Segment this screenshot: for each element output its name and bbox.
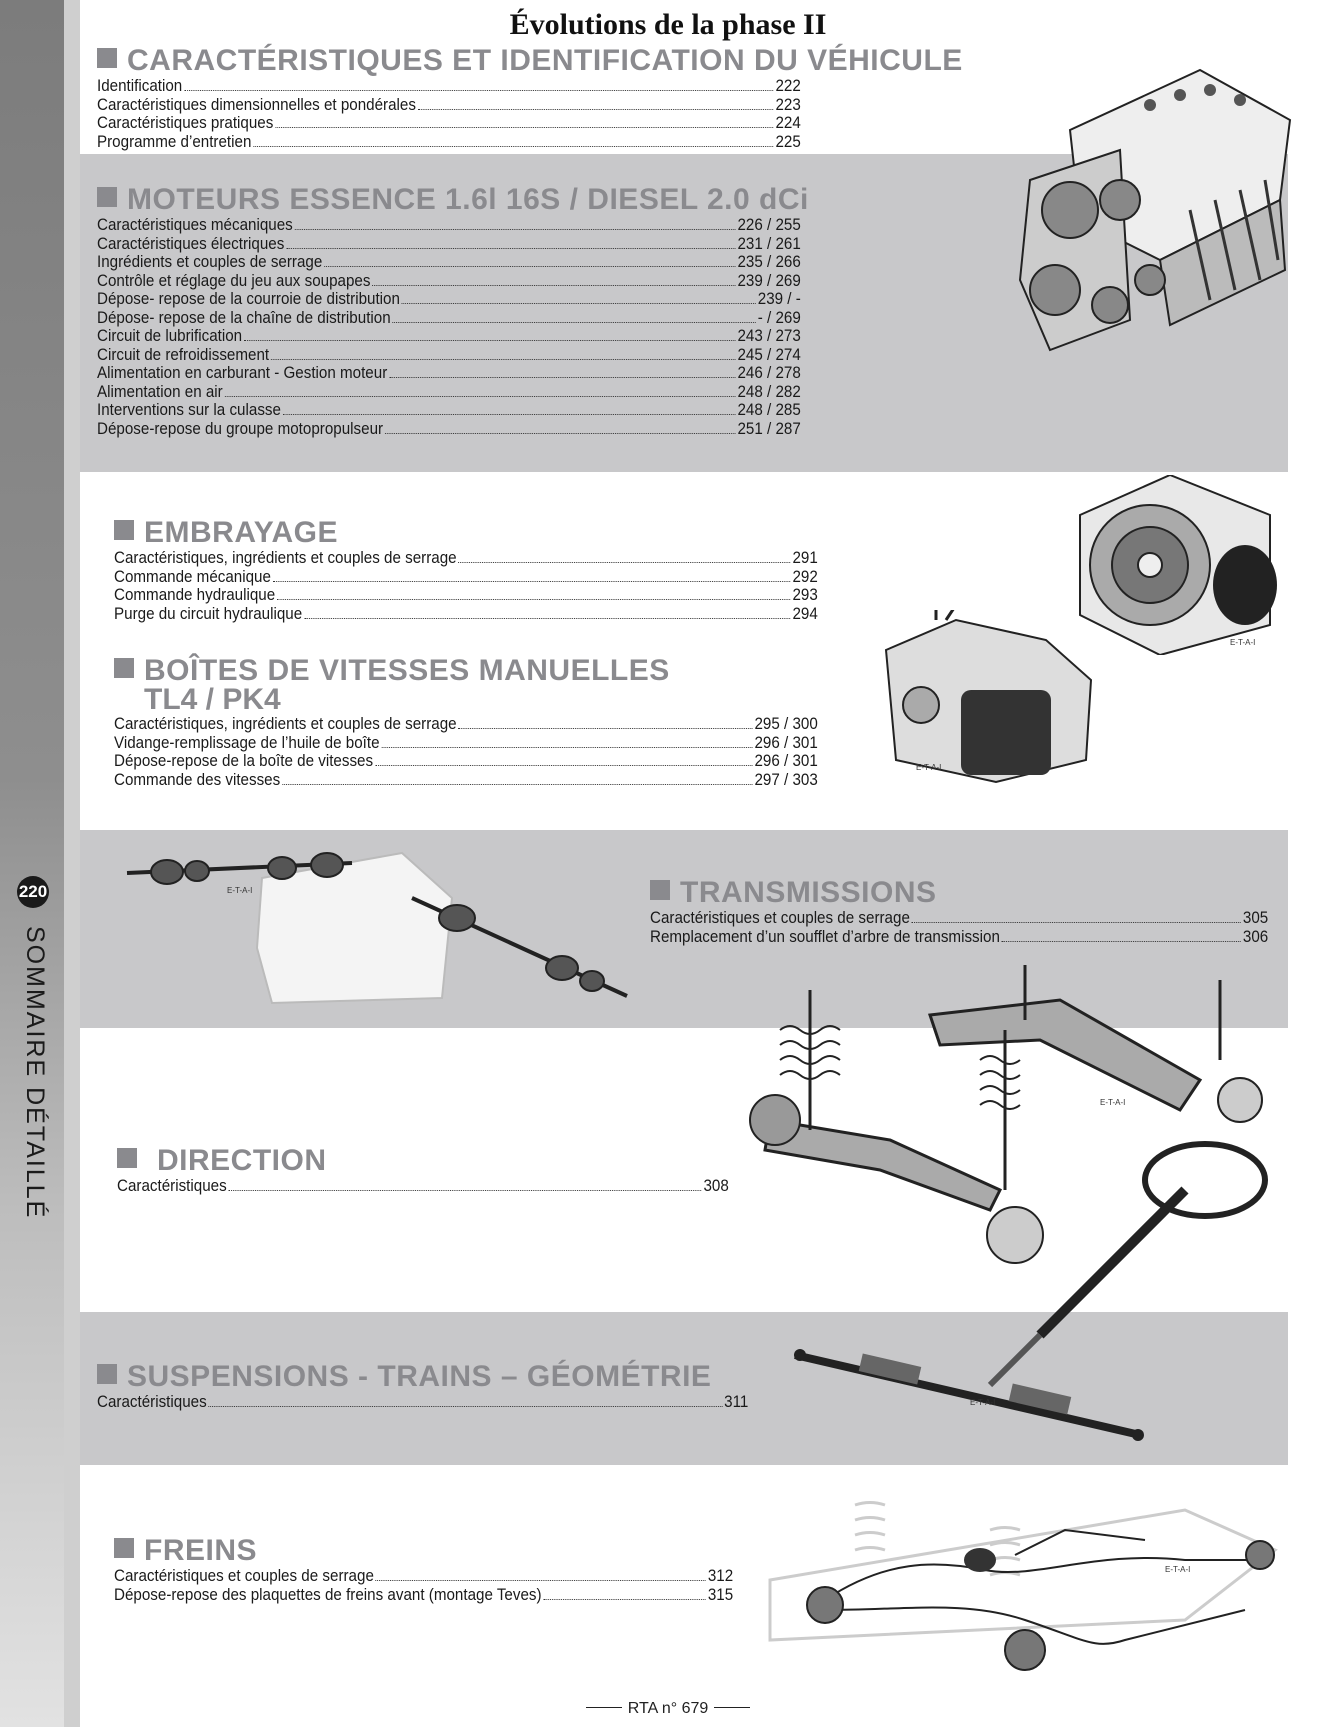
section-title: MOTEURS ESSENCE 1.6l 16S / DIESEL 2.0 dCi (97, 185, 802, 215)
section-title-line2: TL4 / PK4 (144, 683, 281, 716)
square-bullet-icon (114, 520, 134, 540)
section-transmissions (650, 878, 1268, 946)
clutch-illustration (1070, 475, 1285, 655)
page-number-badge: 220 (17, 876, 49, 908)
footer (0, 1700, 1336, 1718)
section-moteurs (97, 183, 809, 438)
section-title: CARACTÉRISTIQUES ET IDENTIFICATION DU VÉHICULE (97, 46, 802, 76)
etai-mark: E-T-A-I (1100, 1098, 1126, 1107)
toc-entry: Caractéristiques et couples de serrage 305 (650, 909, 1269, 927)
toc-entry: Programme d’entretien 225 (97, 132, 801, 151)
toc-entry: Dépose-repose des plaquettes de freins avant (montage Teves) 315 (114, 1585, 734, 1604)
square-bullet-icon (97, 1364, 117, 1384)
page-title: Évolutions de la phase II (509, 8, 827, 41)
engine-illustration (1010, 60, 1300, 360)
square-bullet-icon (650, 880, 670, 900)
toc-entry: Dépose- repose de la courroie de distribution 239 / - (97, 290, 801, 308)
etai-mark: E-T-A-I (1165, 1565, 1191, 1574)
brake-circuit-illustration (765, 1500, 1285, 1680)
etai-mark: E-T-A-I (227, 886, 253, 895)
section-identification (97, 44, 963, 151)
section-title: DIRECTION (117, 1146, 729, 1176)
toc-entry: Dépose-repose de la boîte de vitesses 296 / 301 (114, 752, 818, 770)
section-title: TRANSMISSIONS (650, 878, 1268, 908)
driveshaft-illustration (122, 838, 632, 1013)
section-title: EMBRAYAGE (114, 518, 819, 548)
section-boites (114, 656, 819, 789)
toc-entry: Purge du circuit hydraulique 294 (114, 604, 818, 623)
toc-entry: Caractéristiques 311 (97, 1393, 749, 1411)
toc-entry: Commande hydraulique 293 (114, 586, 818, 604)
toc-entry: Alimentation en carburant - Gestion moteur 246 / 278 (97, 364, 801, 382)
section-title: FREINS (114, 1536, 734, 1566)
section-direction (117, 1146, 729, 1196)
toc-entry: Remplacement d’un soufflet d’arbre de transmission 306 (650, 927, 1269, 946)
square-bullet-icon (97, 48, 117, 68)
toc-entry: Caractéristiques pratiques 224 (97, 114, 801, 132)
toc-entry: Contrôle et réglage du jeu aux soupapes 239 / 269 (97, 271, 801, 290)
etai-mark: E-T-A-I (916, 763, 942, 772)
toc-entry: Ingrédients et couples de serrage 235 / 266 (97, 253, 801, 271)
toc-entry: Circuit de lubrification 243 / 273 (97, 327, 801, 345)
toc-entry: Caractéristiques dimensionnelles et pondérales 223 (97, 95, 801, 114)
toc-entry: Vidange-remplissage de l’huile de boîte 296 / 301 (114, 733, 818, 752)
toc-entry: Caractéristiques électriques 231 / 261 (97, 234, 801, 253)
toc-entry: Caractéristiques 308 (117, 1177, 729, 1195)
margin-strip (0, 0, 64, 1727)
section-embrayage (114, 518, 819, 623)
toc-entry: Caractéristiques, ingrédients et couples de serrage 291 (114, 549, 818, 567)
etai-mark: E-T-A-I (1230, 638, 1256, 647)
square-bullet-icon (114, 1538, 134, 1558)
toc-entry: Circuit de refroidissement 245 / 274 (97, 345, 801, 364)
margin-strip-inner (64, 0, 80, 1727)
toc-entry: Dépose- repose de la chaîne de distribution - / 269 (97, 308, 801, 327)
section-freins (114, 1536, 734, 1604)
toc-entry: Caractéristiques, ingrédients et couples de serrage 295 / 300 (114, 715, 818, 733)
toc-entry: Interventions sur la culasse 248 / 285 (97, 401, 801, 419)
square-bullet-icon (114, 658, 134, 678)
footer-text: RTA n° 679 (627, 1700, 709, 1717)
toc-entry: Alimentation en air 248 / 282 (97, 382, 801, 401)
toc-entry: Commande des vitesses 297 / 303 (114, 770, 818, 789)
square-bullet-icon (97, 187, 117, 207)
toc-entry: Identification 222 (97, 77, 801, 95)
square-bullet-icon (117, 1148, 137, 1168)
etai-mark: E-T-A-I (970, 1398, 996, 1407)
gearbox-illustration (876, 610, 1096, 785)
toc-entry: Commande mécanique 292 (114, 567, 818, 586)
side-label: SOMMAIRE DÉTAILLÉ (21, 926, 49, 1220)
steering-illustration (790, 1135, 1280, 1465)
toc-entry: Caractéristiques mécaniques 226 / 255 (97, 216, 801, 234)
toc-entry: Dépose-repose du groupe motopropulseur 251 / 287 (97, 419, 801, 438)
section-title: BOÎTES DE VITESSES MANUELLES (114, 656, 819, 686)
section-title: SUSPENSIONS - TRAINS – GÉOMÉTRIE (97, 1362, 749, 1392)
toc-entry: Caractéristiques et couples de serrage 312 (114, 1567, 734, 1585)
section-suspensions (97, 1362, 749, 1412)
